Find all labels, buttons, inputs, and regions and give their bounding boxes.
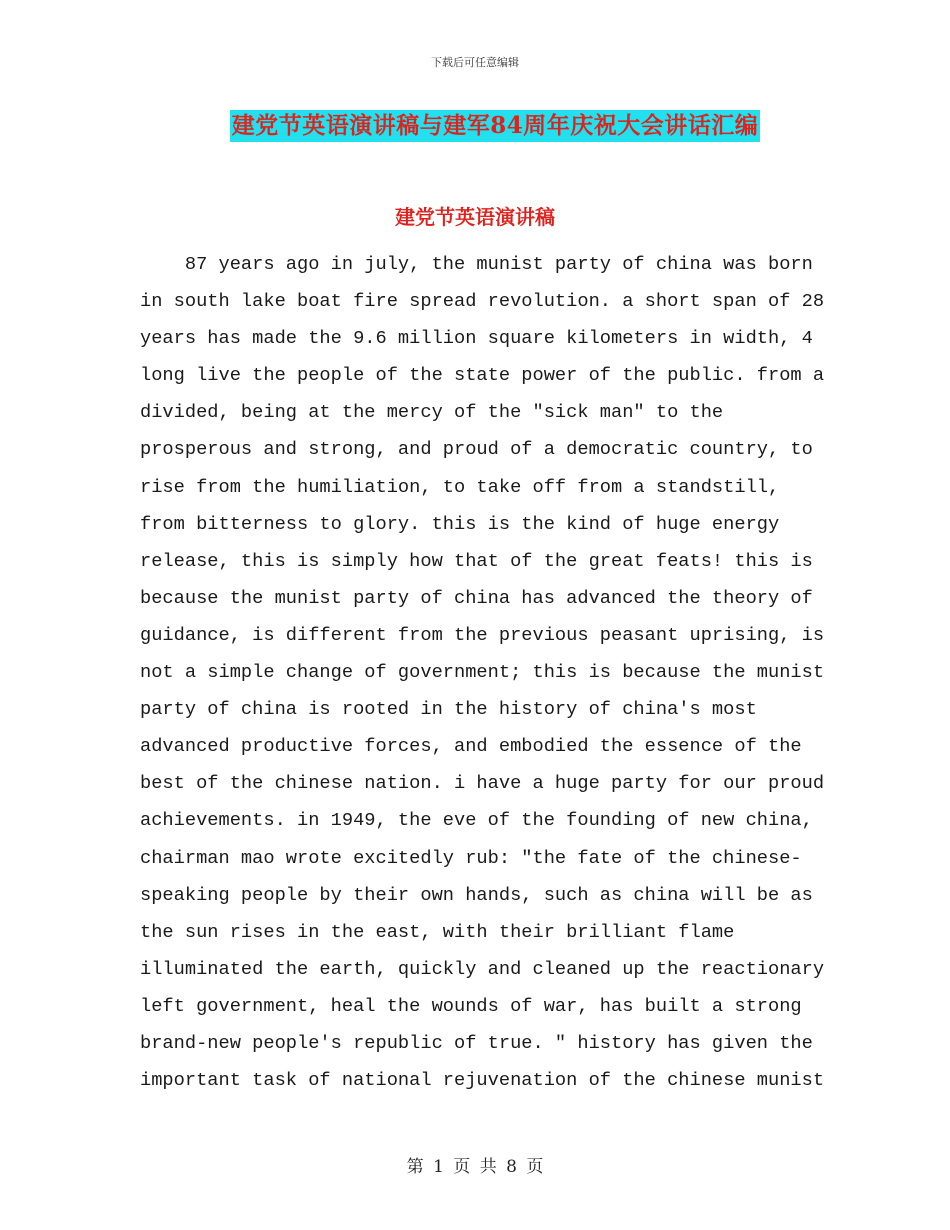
body-line: illuminated the earth, quickly and cleaned up the reactionary (140, 957, 825, 980)
body-line: because the munist party of china has advanced the theory of (140, 586, 813, 609)
body-line: important task of national rejuvenation of the chinese munist (140, 1069, 825, 1092)
header-note: 下载后可任意编辑 (431, 56, 519, 69)
body-line: the sun rises in the east, with their brilliant flame (140, 920, 735, 943)
document-title: 建党节英语演讲稿与建军84周年庆祝大会讲话汇编 (230, 110, 761, 142)
body-line: achievements. in 1949, the eve of the founding of new china, (140, 809, 813, 832)
document-title-container (0, 110, 950, 142)
body-line: chairman mao wrote excitedly rub: "the fate of the chinese- (140, 846, 802, 869)
body-line: brand-new people's republic of true. " history has given the (140, 1031, 813, 1054)
body-line: speaking people by their own hands, such as china will be as (140, 883, 813, 906)
body-line: years has made the 9.6 million square kilometers in width, 4 (140, 327, 813, 350)
body-line: prosperous and strong, and proud of a democratic country, to (140, 438, 813, 461)
body-line: 87 years ago in july, the munist party of china was born (140, 253, 813, 275)
body-line: not a simple change of government; this is because the munist (140, 661, 825, 684)
body-line: long live the people of the state power of the public. from a (140, 364, 825, 387)
body-line: guidance, is different from the previous peasant uprising, is (140, 623, 825, 646)
page-number-footer: 第 1 页 共 8 页 (406, 1157, 544, 1177)
body-line: party of china is rooted in the history of china's most (140, 698, 757, 721)
body-line: advanced productive forces, and embodied the essence of the (140, 735, 802, 758)
body-line: release, this is simply how that of the great feats! this is (140, 549, 813, 572)
body-line: best of the chinese nation. i have a huge party for our proud (140, 772, 825, 795)
section-heading: 建党节英语演讲稿 (395, 205, 555, 229)
body-line: rise from the humiliation, to take off from a standstill, (140, 475, 780, 498)
body-line: from bitterness to glory. this is the kind of huge energy (140, 512, 780, 535)
body-line: divided, being at the mercy of the "sick man" to the (140, 401, 724, 424)
body-line: in south lake boat fire spread revolution. a short span of 28 (140, 290, 825, 313)
body-paragraph (140, 246, 825, 1099)
body-line: left government, heal the wounds of war, has built a strong (140, 994, 802, 1017)
